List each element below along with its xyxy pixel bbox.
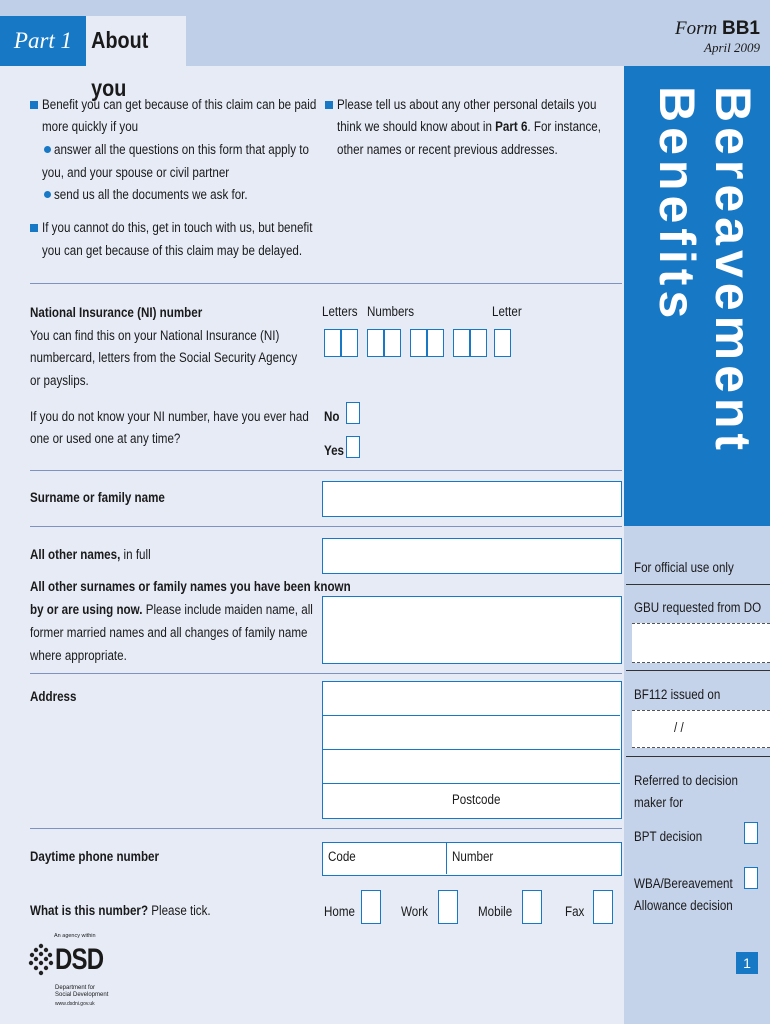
other-names-bold: All other names, [30, 547, 121, 562]
web-text: www.dsdni.gov.uk [55, 1001, 95, 1007]
dsd-wordmark: DSD [55, 943, 104, 976]
work-label: Work [401, 904, 428, 919]
divider [30, 828, 622, 829]
dept-text: Department for [55, 985, 96, 991]
home-checkbox[interactable] [361, 890, 381, 924]
date-separator: / / [674, 720, 684, 735]
ni-number-cell[interactable] [427, 329, 444, 357]
bf112-date-input[interactable] [632, 710, 770, 748]
bpt-label: BPT decision [634, 829, 703, 844]
home-label: Home [324, 904, 355, 919]
intro-text [337, 116, 601, 139]
divider [626, 584, 770, 585]
intro-text: you can get because of this claim may be delayed. [42, 243, 303, 258]
fax-label: Fax [565, 904, 585, 919]
referred-label: maker for [634, 795, 684, 810]
yes-label: Yes [324, 443, 345, 458]
page-number: 1 [736, 952, 758, 974]
ni-number-cell[interactable] [453, 329, 470, 357]
ni-final-letter-cell[interactable] [494, 329, 511, 357]
mobile-label: Mobile [478, 904, 513, 919]
number-label: Number [452, 849, 494, 864]
intro-text: answer all the questions on this form that apply to [54, 142, 309, 157]
surname-input[interactable] [322, 481, 622, 517]
postcode-label: Postcode [452, 792, 501, 807]
part-tab: Part 1 [0, 16, 86, 66]
gbu-label: GBU requested from DO [634, 600, 762, 615]
gbu-input[interactable] [632, 623, 770, 663]
divider [30, 673, 622, 674]
ni-number-cell[interactable] [384, 329, 401, 357]
ni-help: or payslips. [30, 373, 89, 388]
other-surnames-label: All other surnames or family names you have been known [30, 579, 351, 594]
dsd-logo [28, 933, 168, 1023]
divider [626, 756, 770, 757]
ni-col-letter: Letter [492, 304, 522, 319]
wba-checkbox[interactable] [744, 867, 758, 889]
other-surnames-help: where appropriate. [30, 648, 127, 663]
other-surnames-label [30, 599, 313, 622]
number-type-rest: Please tick. [148, 903, 211, 918]
intro-text: other names or recent previous addresses. [337, 142, 558, 157]
ni-col-letters: Letters [322, 304, 358, 319]
form-date: April 2009 [704, 40, 760, 55]
dept-text: Social Development [55, 992, 109, 998]
work-checkbox[interactable] [438, 890, 458, 924]
ni-number-cell[interactable] [470, 329, 487, 357]
bf112-label: BF112 issued on [634, 687, 721, 702]
ni-question: If you do not know your NI number, have you ever had [30, 409, 309, 424]
other-names-rest: in full [120, 547, 151, 562]
code-label: Code [328, 849, 356, 864]
intro-text: send us all the documents we ask for. [54, 187, 248, 202]
ni-col-numbers: Numbers [367, 304, 415, 319]
intro-text: you, and your spouse or civil partner [42, 165, 230, 180]
divider [30, 283, 622, 284]
bullet-dot-icon [44, 146, 51, 153]
intro-text-part: think we should know about in [337, 119, 496, 134]
mobile-checkbox[interactable] [522, 890, 542, 924]
section-tab [86, 16, 186, 101]
phone-label: Daytime phone number [30, 849, 160, 864]
intro-text: If you cannot do this, get in touch with us, but benefit [42, 220, 313, 235]
intro-text: Please tell us about any other personal details you [337, 97, 597, 112]
wba-label: WBA/Bereavement [634, 876, 733, 891]
ni-question: one or used one at any time? [30, 431, 181, 446]
title-line-2: Benefits [649, 86, 705, 324]
phone-separator [446, 843, 447, 874]
divider [30, 526, 622, 527]
number-type-bold: What is this number? [30, 903, 149, 918]
divider [30, 470, 622, 471]
ni-help: numbercard, letters from the Social Security Agency [30, 350, 298, 365]
section-title: About you [91, 27, 149, 101]
fax-checkbox[interactable] [593, 890, 613, 924]
other-names-input[interactable] [322, 538, 622, 574]
official-heading: For official use only [634, 560, 734, 575]
ni-letter-cell[interactable] [341, 329, 358, 357]
ni-label: National Insurance (NI) number [30, 305, 203, 320]
intro-text-part: . For instance, [527, 119, 601, 134]
other-surnames-rest: Please include maiden name, all [142, 602, 313, 617]
ni-help: You can find this on your National Insurance (NI) [30, 328, 280, 343]
ni-letter-cell[interactable] [324, 329, 341, 357]
form-word: Form [675, 18, 718, 39]
form-id [675, 18, 760, 56]
intro-text: more quickly if you [42, 119, 139, 134]
referred-label: Referred to decision [634, 773, 738, 788]
other-surnames-help: former married names and all changes of family name [30, 625, 308, 640]
wba-label: Allowance decision [634, 898, 733, 913]
address-line [323, 715, 620, 716]
no-checkbox[interactable] [346, 402, 360, 424]
number-type-question [30, 900, 211, 923]
yes-checkbox[interactable] [346, 436, 360, 458]
address-label: Address [30, 689, 77, 704]
form-code: BB1 [721, 18, 760, 39]
bullet-square-icon [30, 101, 38, 109]
no-label: No [324, 409, 340, 424]
address-line [323, 783, 620, 784]
bpt-checkbox[interactable] [744, 822, 758, 844]
title-bar [624, 66, 770, 526]
intro-text: Benefit you can get because of this claim can be paid [42, 97, 317, 112]
other-surnames-input[interactable] [322, 596, 622, 664]
address-line [323, 749, 620, 750]
bullet-square-icon [30, 224, 38, 232]
divider [626, 670, 770, 671]
vertical-title [624, 66, 770, 526]
part-ref: Part 6 [495, 119, 528, 134]
bullet-square-icon [325, 101, 333, 109]
surname-label: Surname or family name [30, 490, 165, 505]
agency-text: An agency within [54, 933, 96, 939]
ni-number-cell[interactable] [410, 329, 427, 357]
ni-number-cell[interactable] [367, 329, 384, 357]
other-surnames-bold: by or are using now. [30, 602, 143, 617]
bullet-dot-icon [44, 191, 51, 198]
title-line-1: Bereavement [705, 86, 761, 456]
dsd-emblem-icon [28, 943, 54, 977]
other-names-label [30, 544, 151, 567]
